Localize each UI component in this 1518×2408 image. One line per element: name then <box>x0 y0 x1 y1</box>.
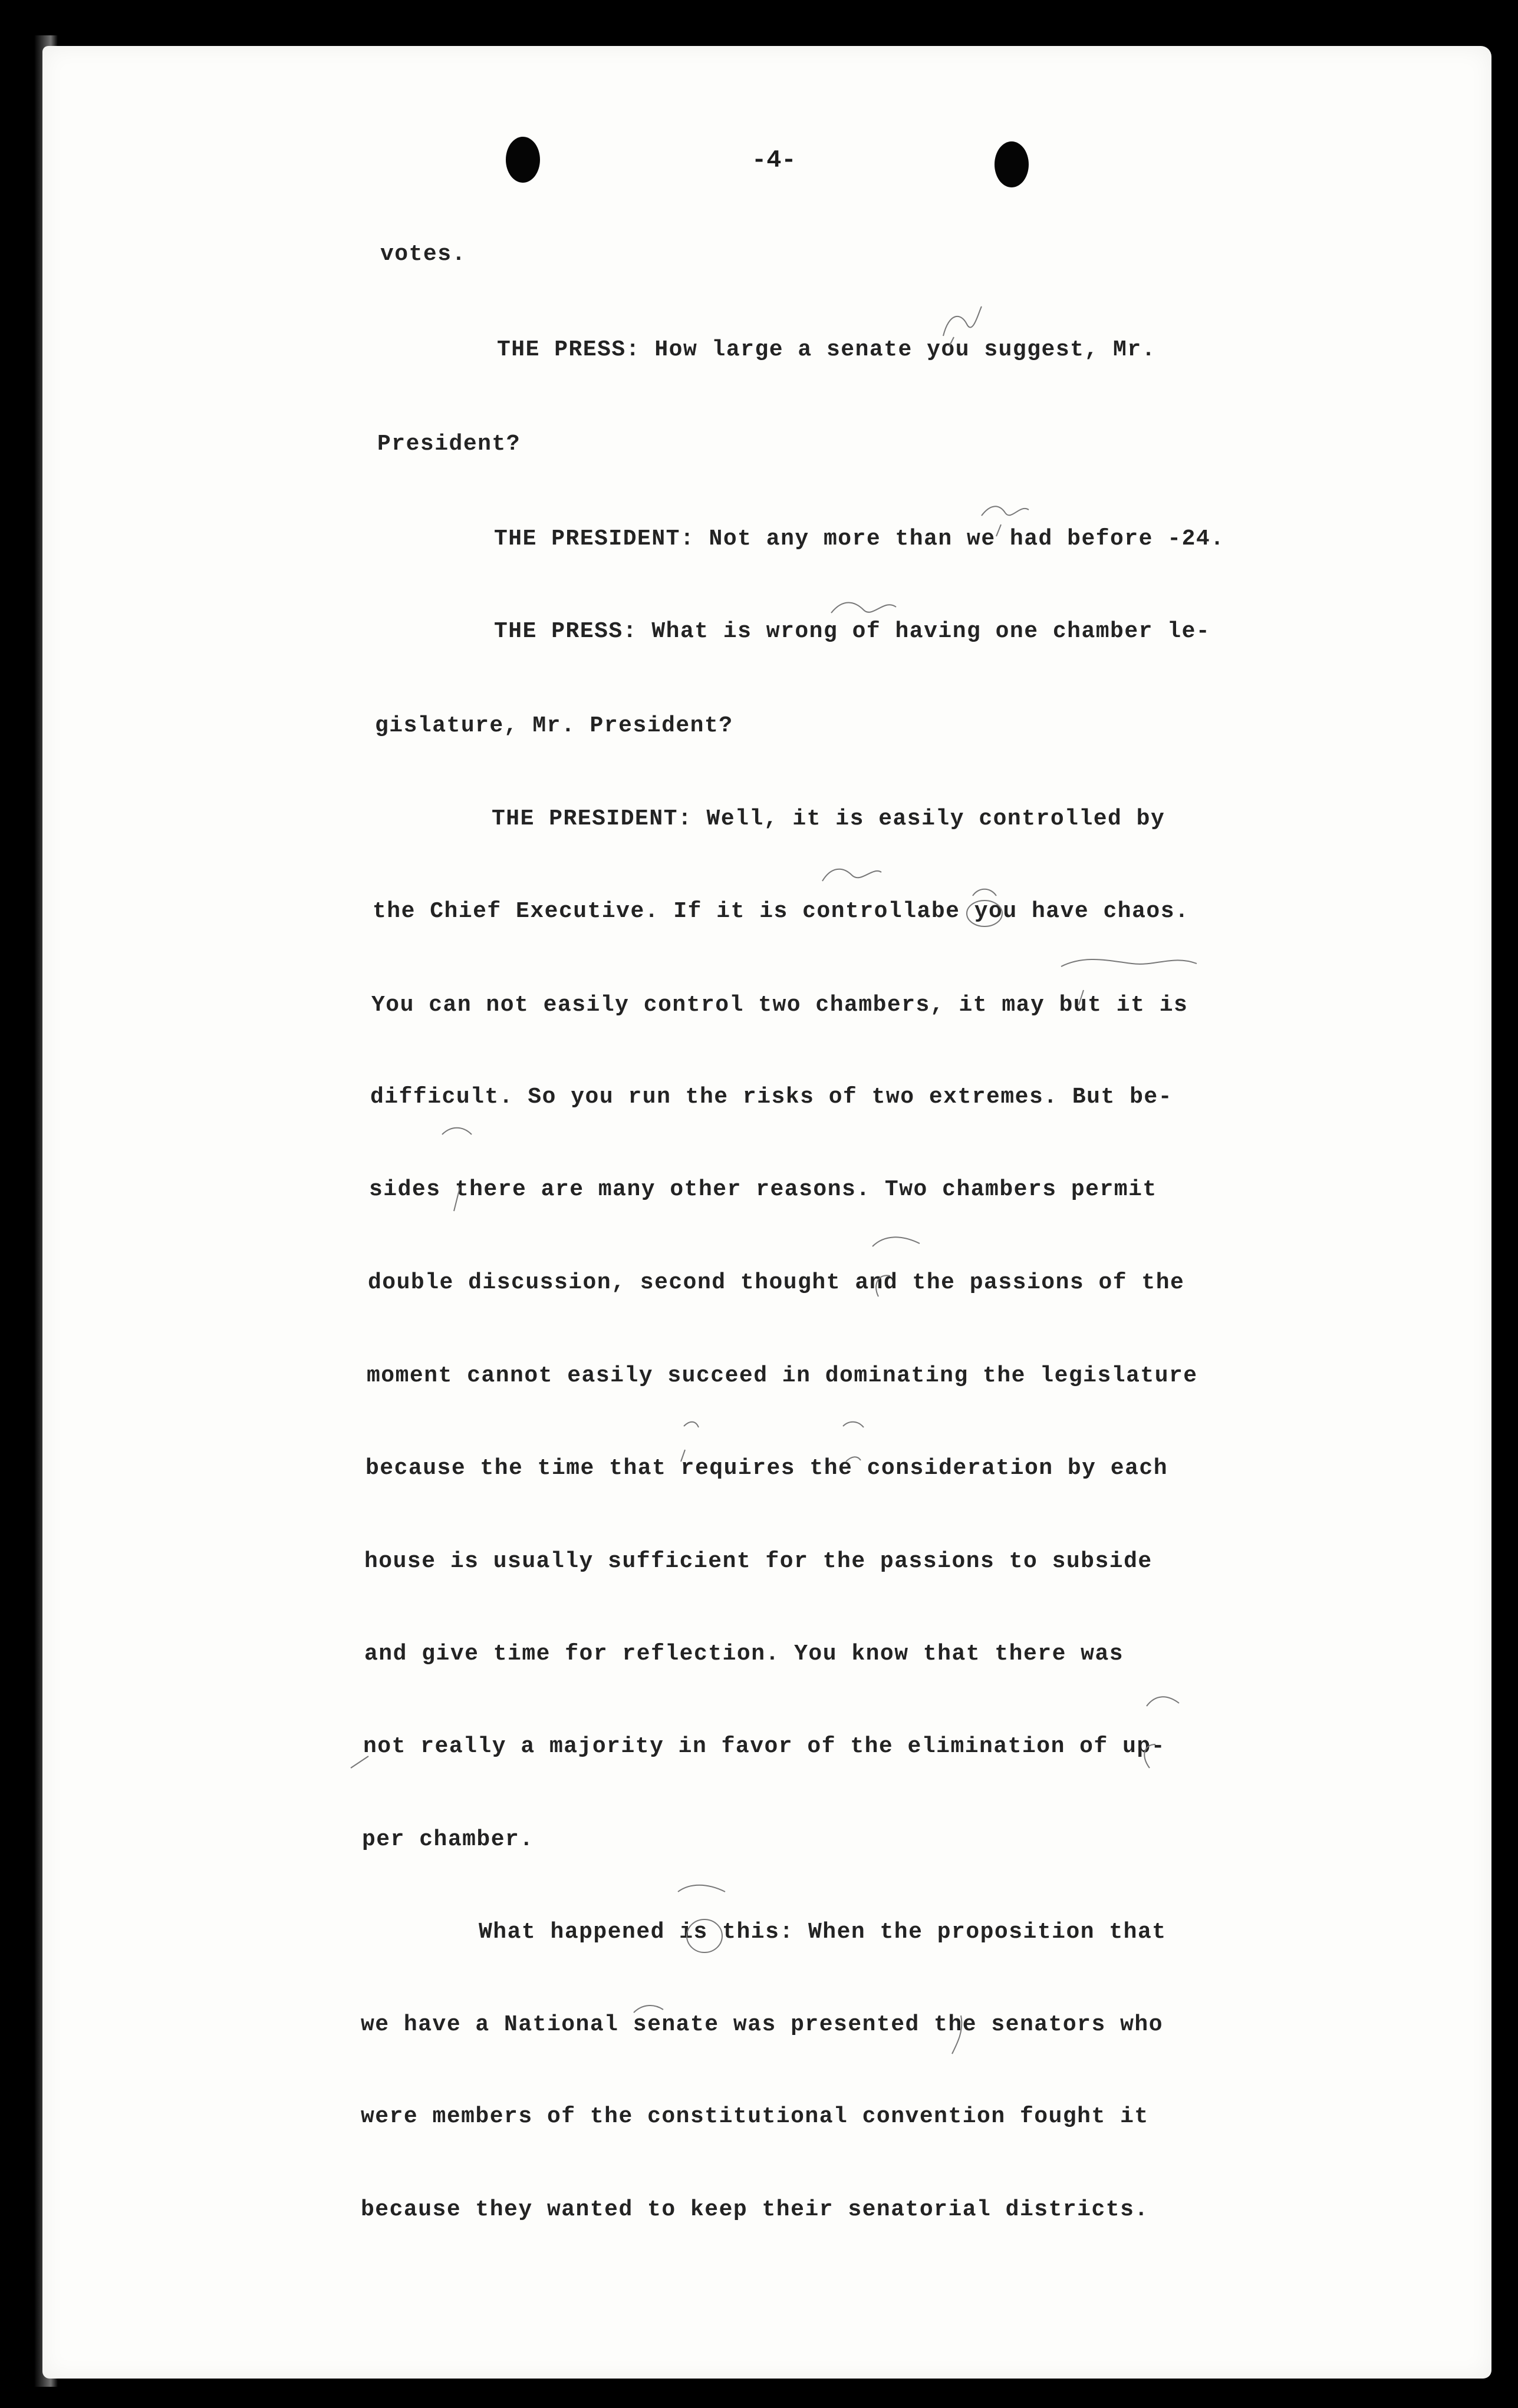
text-line-5: THE PRESS: What is wrong of having one chamber le- <box>494 619 1211 644</box>
handwritten-mark-1 <box>937 301 984 348</box>
page-number: -4- <box>752 146 796 174</box>
text-line-1: votes. <box>380 242 466 267</box>
punch-hole-right <box>995 141 1029 187</box>
handwritten-mark-5 <box>961 884 1008 931</box>
text-line-2: THE PRESS: How large a senate you suggest, Mr. <box>497 337 1156 362</box>
text-line-10: difficult. So you run the risks of two extremes. But be- <box>370 1084 1173 1110</box>
text-line-17: not really a majority in favor of the elimination of up- <box>363 1734 1166 1759</box>
handwritten-mark-9 <box>678 1414 872 1467</box>
text-line-3: President? <box>377 431 521 457</box>
text-line-22: because they wanted to keep their senatorial districts. <box>361 2197 1149 2222</box>
text-line-14: because the time that requires the consideration by each <box>365 1456 1168 1481</box>
text-line-16: and give time for reflection. You know that there was <box>364 1641 1124 1667</box>
text-line-21: were members of the constitutional convention fought it <box>361 2104 1149 2129</box>
text-line-20: we have a National senate was presented the senators who <box>361 2012 1164 2037</box>
text-line-8: the Chief Executive. If it is controllabe you have chaos. <box>373 899 1190 924</box>
text-line-12: double discussion, second thought and the passions of the <box>368 1270 1185 1295</box>
handwritten-mark-2 <box>979 498 1032 539</box>
handwritten-mark-11 <box>348 1750 371 1774</box>
handwritten-mark-10 <box>1138 1691 1191 1774</box>
text-line-19: What happened is this: When the proposition that <box>479 1919 1167 1945</box>
text-line-13: moment cannot easily succeed in dominating the legislature <box>367 1363 1198 1388</box>
text-line-15: house is usually sufficient for the passions to subside <box>364 1549 1153 1574</box>
handwritten-mark-6 <box>1055 949 1203 1008</box>
handwritten-mark-13 <box>628 2001 669 2042</box>
handwritten-mark-14 <box>943 2010 979 2057</box>
text-line-18: per chamber. <box>362 1827 534 1852</box>
handwritten-mark-3 <box>828 592 899 634</box>
text-line-4: THE PRESIDENT: Not any more than we had before -24. <box>494 526 1225 552</box>
text-line-7: THE PRESIDENT: Well, it is easily controlled by <box>492 806 1165 832</box>
handwritten-mark-4 <box>819 857 884 899</box>
text-line-11: sides there are many other reasons. Two chambers permit <box>369 1177 1157 1202</box>
text-line-6: gislature, Mr. President? <box>375 713 733 738</box>
handwritten-mark-8 <box>867 1232 937 1302</box>
handwritten-mark-12 <box>672 1880 743 1957</box>
punch-hole-left <box>506 137 540 183</box>
handwritten-mark-7 <box>430 1123 489 1217</box>
text-line-9: You can not easily control two chambers, it may but it is <box>371 992 1188 1018</box>
